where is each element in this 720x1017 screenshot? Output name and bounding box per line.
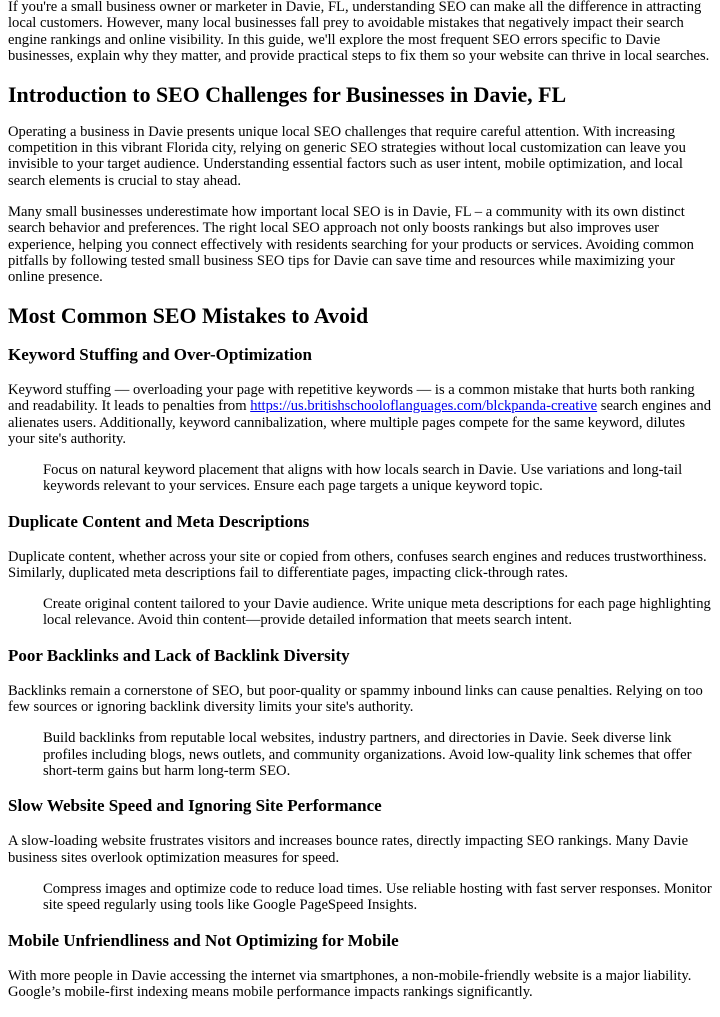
tip-duplicate-content: Create original content tailored to your Davie audience. Write unique meta descriptions for each page highlighting local relevance. Avoid thin content—provide detailed information that meets search intent. — [43, 596, 711, 629]
tip-keyword-stuffing: Focus on natural keyword placement that aligns with how locals search in Davie. Use variations and long-tail keywords relevant to your services. Ensure each page targets a unique keyword topic. — [43, 461, 683, 495]
heading-mobile-unfriendliness: Mobile Unfriendliness and Not Optimizing for Mobile — [8, 930, 399, 950]
heading-poor-backlinks: Poor Backlinks and Lack of Backlink Diversity — [8, 645, 350, 665]
heading-site-speed: Slow Website Speed and Ignoring Site Performance — [8, 796, 382, 816]
paragraph-site-speed: A slow-loading website frustrates visitors and increases bounce rates, directly impacting SEO rankings. Many Davie business sites overlook optimization measures for speed. — [8, 833, 689, 866]
paragraph-keyword-stuffing — [8, 382, 712, 448]
keyword-text-before-link: Keyword stuffing — overloading your page with repetitive keywords — is a common mistake that hurts both ranking and readability. It leads to penalties from — [8, 381, 695, 415]
heading-introduction: Introduction to SEO Challenges for Businesses in Davie, FL — [8, 81, 567, 107]
intro-paragraph: If you're a small business owner or marketer in Davie, FL, understanding SEO can make all the difference in attracting local customers. However, many local businesses fall prey to avoidable mistakes that negatively impact their search engine rankings and online visibility. In this guide, we'll explore the most frequent SEO errors specific to Davie businesses, explain why they matter, and provide practical steps to fix them so your website can thrive in local searches. — [8, 0, 710, 65]
tip-poor-backlinks: Build backlinks from reputable local websites, industry partners, and directories in Davie. Seek diverse link profiles including blogs, news outlets, and community organizations. Avoid low-quality link schemes that offer short-term gains but harm long-term SEO. — [43, 730, 692, 779]
heading-common-mistakes: Most Common SEO Mistakes to Avoid — [8, 302, 369, 328]
paragraph-local-challenges: Operating a business in Davie presents unique local SEO challenges that require careful attention. With increasing competition in this vibrant Florida city, relying on generic SEO strategies without local customization can leave you invisible to your target audience. Understanding essential factors such as user intent, mobile optimization, and local search elements is crucial to stay ahead. — [8, 123, 686, 189]
paragraph-duplicate-content: Duplicate content, whether across your site or copied from others, confuses search engines and reduces trustworthiness. Similarly, duplicated meta descriptions fail to differentiate pages, impacting click-through rates. — [8, 548, 707, 582]
paragraph-local-seo-importance: Many small businesses underestimate how important local SEO is in Davie, FL – a community with its own distinct search behavior and preferences. The right local SEO approach not only boosts rankings but also improves user experience, helping you connect effectively with residents searching for your products or services. Avoiding common pitfalls by following tested small business SEO tips for Davie can save time and resources while maximizing your online presence. — [8, 203, 694, 286]
tip-site-speed: Compress images and optimize code to reduce load times. Use reliable hosting with fast server responses. Monitor site speed regularly using tools like Google PageSpeed Insights. — [43, 880, 712, 914]
inline-link[interactable]: https://us.britishschooloflanguages.com/blckpanda-creative — [250, 398, 598, 415]
keyword-text-after-link: search engines and alienates users. Additionally, keyword cannibalization, where multiple pages compete for the same keyword, dilutes your site's authority. — [8, 398, 711, 447]
paragraph-mobile-unfriendliness: With more people in Davie accessing the internet via smartphones, a non-mobile-friendly website is a major liability. Google’s mobile-first indexing means mobile performance impacts rankings significantly. — [8, 967, 692, 1000]
paragraph-poor-backlinks: Backlinks remain a cornerstone of SEO, but poor-quality or spammy inbound links can cause penalties. Relying on too few sources or ignoring backlink diversity limits your site's authority. — [8, 682, 703, 716]
heading-keyword-stuffing: Keyword Stuffing and Over-Optimization — [8, 344, 312, 364]
heading-duplicate-content: Duplicate Content and Meta Descriptions — [8, 511, 310, 531]
